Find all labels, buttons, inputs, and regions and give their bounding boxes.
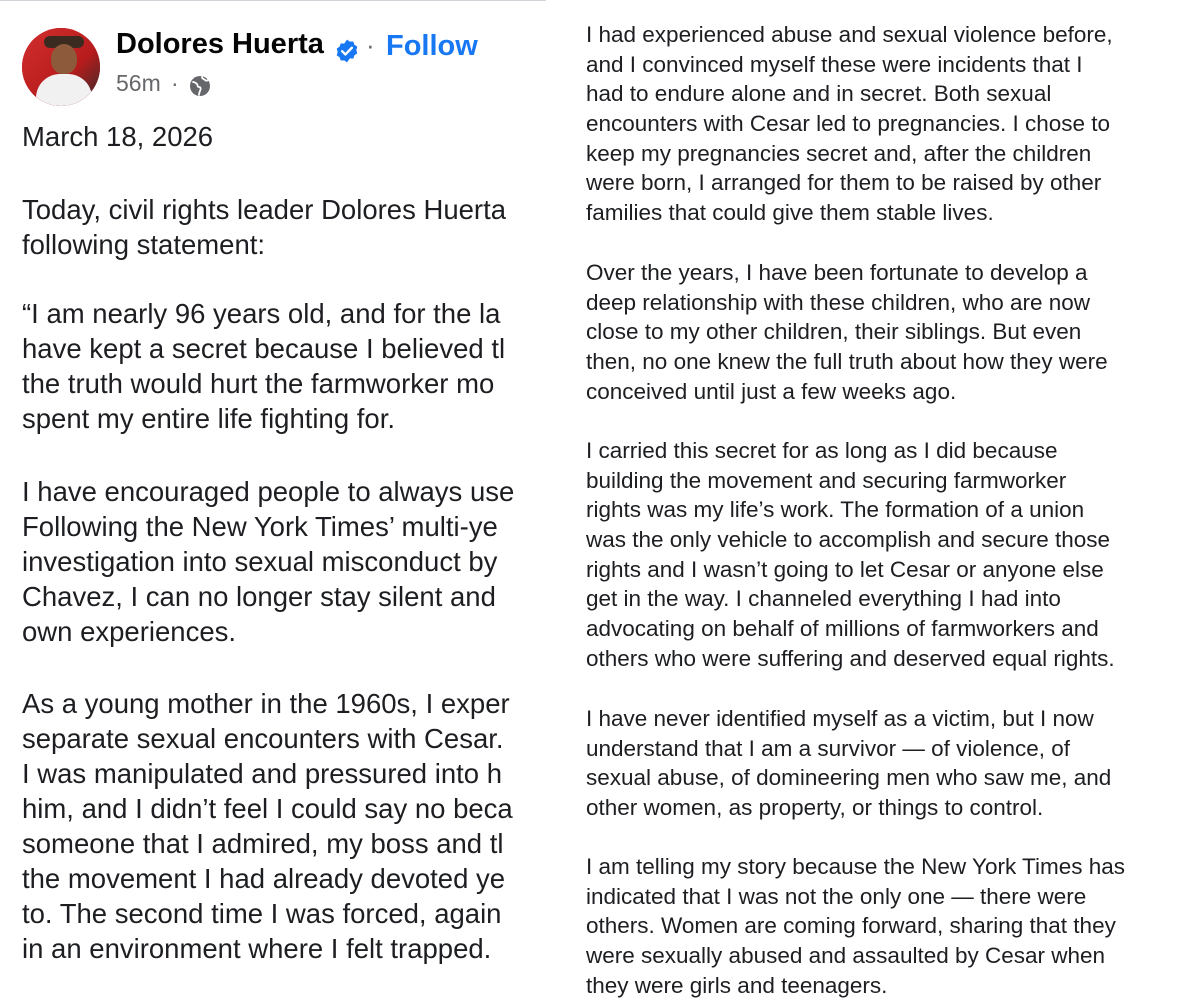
text-line: then, no one knew the full truth about how they were xyxy=(586,349,1108,375)
text-line: deep relationship with these children, who are now xyxy=(586,289,1091,315)
text-line: encounters with Cesar led to pregnancies. I chose to xyxy=(586,111,1111,137)
text-line: understand that I am a survivor — of violence, of xyxy=(586,735,1070,761)
post-timestamp[interactable]: 56m xyxy=(116,70,161,96)
paragraph xyxy=(22,296,505,436)
text-line: others who were suffering and deserved equal rights. xyxy=(586,645,1115,671)
text-line: I have never identified myself as a victim, but I now xyxy=(586,706,1094,731)
text-line: had to endure alone and in secret. Both sexual xyxy=(586,81,1052,107)
paragraph xyxy=(586,436,1115,674)
author-name[interactable]: Dolores Huerta xyxy=(116,28,324,60)
text-line: Following the New York Times’ multi-ye xyxy=(22,511,498,542)
separator-dot: · xyxy=(366,30,375,60)
text-line: separate sexual encounters with Cesar. xyxy=(22,723,504,754)
text-line: advocating on behalf of millions of farmworkers and xyxy=(586,616,1099,642)
text-line: own experiences. xyxy=(22,616,237,647)
post-date: March 18, 2026 xyxy=(22,121,214,152)
post-screenshot-left xyxy=(0,0,548,1008)
globe-icon[interactable] xyxy=(188,74,212,98)
text-line: I have encouraged people to always use xyxy=(22,476,515,507)
text-line: indicated that I was not the only one — there were xyxy=(586,883,1087,909)
text-line: conceived until just a few weeks ago. xyxy=(586,378,957,404)
text-line: rights was my life’s work. The formation of a union xyxy=(586,497,1085,523)
paragraph xyxy=(586,20,1113,228)
text-line: in an environment where I felt trapped. xyxy=(22,933,492,964)
text-line: I carried this secret for as long as I did because xyxy=(586,438,1058,463)
text-line: “I am nearly 96 years old, and for the la xyxy=(22,298,501,329)
text-line: get in the way. I channeled everything I had into xyxy=(586,586,1061,612)
text-line: the movement I had already devoted ye xyxy=(22,863,506,894)
text-line: I was manipulated and pressured into h xyxy=(22,758,503,789)
text-line: keep my pregnancies secret and, after the children xyxy=(586,140,1092,166)
text-line: they were girls and teenagers. xyxy=(586,972,888,998)
separator-dot: · xyxy=(171,70,179,96)
text-line: others. Women are coming forward, sharing that they xyxy=(586,913,1116,939)
text-line: him, and I didn’t feel I could say no beca xyxy=(22,793,513,824)
avatar-shirt xyxy=(36,74,92,106)
text-line: I am telling my story because the New York Times has xyxy=(586,854,1125,879)
text-line: As a young mother in the 1960s, I exper xyxy=(22,688,510,719)
text-line: other women, as property, or things to control. xyxy=(586,795,1044,821)
text-line: sexual abuse, of domineering men who saw me, and xyxy=(586,765,1112,791)
text-line: following statement: xyxy=(22,229,266,260)
text-line: to. The second time I was forced, again xyxy=(22,898,502,929)
text-line: and I convinced myself these were incidents that I xyxy=(586,51,1083,77)
paragraph-intro xyxy=(22,192,506,262)
text-line: someone that I admired, my boss and tl xyxy=(22,828,504,859)
follow-button[interactable]: Follow xyxy=(386,30,478,62)
text-line: families that could give them stable lives. xyxy=(586,200,994,226)
text-line: building the movement and securing farmworker xyxy=(586,467,1067,493)
paragraph xyxy=(22,686,513,966)
text-line: were born, I arranged for them to be raised by other xyxy=(586,170,1102,196)
paragraph xyxy=(22,474,514,649)
text-line: Chavez, I can no longer stay silent and xyxy=(22,581,496,612)
text-line: Today, civil rights leader Dolores Huerta xyxy=(22,194,507,225)
text-line: spent my entire life fighting for. xyxy=(22,403,395,434)
paragraph xyxy=(586,704,1111,823)
paragraph xyxy=(586,852,1125,1000)
text-line: rights and I wasn’t going to let Cesar or anyone else xyxy=(586,556,1104,582)
text-line: have kept a secret because I believed tl xyxy=(22,333,506,364)
text-line: investigation into sexual misconduct by xyxy=(22,546,498,577)
text-line: I had experienced abuse and sexual violence before, xyxy=(586,22,1113,47)
post-screenshot-right xyxy=(572,0,1200,1008)
avatar[interactable] xyxy=(22,28,100,106)
text-line: close to my other children, their siblings. But even xyxy=(586,319,1082,345)
paragraph xyxy=(586,258,1108,406)
divider xyxy=(0,0,546,1)
verified-badge-icon xyxy=(334,38,360,64)
text-line: the truth would hurt the farmworker mo xyxy=(22,368,495,399)
avatar-face xyxy=(51,44,77,74)
text-line: was the only vehicle to accomplish and secure those xyxy=(586,527,1111,553)
text-line: were sexually abused and assaulted by Cesar when xyxy=(586,943,1106,969)
text-line: Over the years, I have been fortunate to develop a xyxy=(586,260,1088,285)
